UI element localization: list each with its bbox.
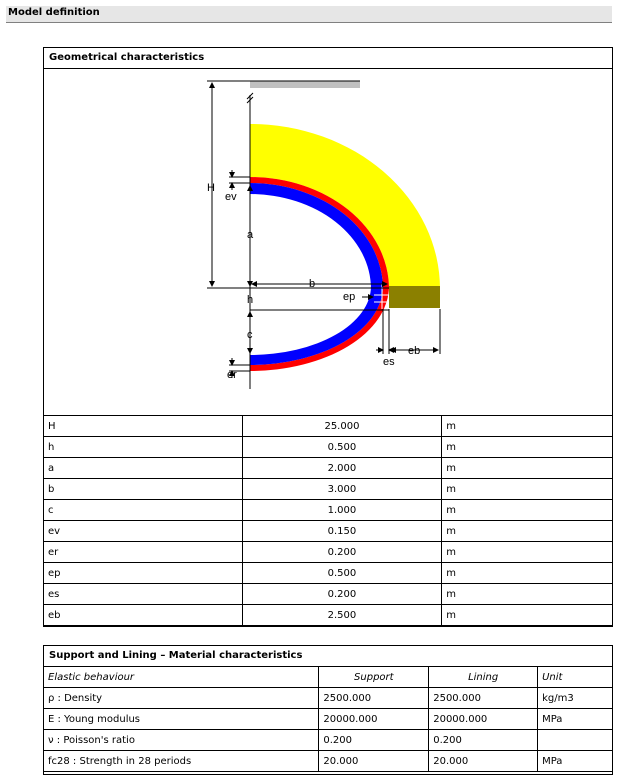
geometry-row	[44, 584, 613, 605]
label-ep: ep	[343, 291, 356, 303]
geometry-row	[44, 416, 613, 437]
geometry-row	[44, 479, 613, 500]
header-lining: Lining	[429, 667, 538, 688]
param-unit: m	[442, 542, 613, 563]
param-unit: m	[442, 479, 613, 500]
support-value: 2500.000	[319, 688, 429, 709]
param-name: a	[44, 458, 243, 479]
geometry-panel	[43, 47, 613, 627]
geometry-row	[44, 563, 613, 584]
param-name: b	[44, 479, 243, 500]
label-b: b	[309, 278, 316, 290]
geometry-row	[44, 605, 613, 626]
param-name: h	[44, 437, 243, 458]
geometry-table	[43, 415, 613, 626]
tunnel-geometry-diagram	[44, 69, 612, 415]
param-value: 0.500	[242, 563, 442, 584]
param-value: 1.000	[242, 500, 442, 521]
material-property: ν : Poisson's ratio	[44, 730, 319, 751]
ground-surface	[250, 81, 360, 88]
invert-block	[389, 286, 440, 308]
param-unit: m	[442, 563, 613, 584]
header-unit: Unit	[538, 667, 613, 688]
label-h: h	[247, 294, 254, 306]
lining-value: 20.000	[429, 751, 538, 772]
material-unit: MPa	[538, 709, 613, 730]
param-unit: m	[442, 416, 613, 437]
materials-panel-header	[44, 646, 612, 667]
material-unit: kg/m3	[538, 688, 613, 709]
material-property: ρ : Density	[44, 688, 319, 709]
material-property: fc28 : Strength in 28 periods	[44, 751, 319, 772]
label-c: c	[247, 329, 253, 341]
param-name: eb	[44, 605, 243, 626]
materials-panel	[43, 645, 613, 775]
param-value: 2.500	[242, 605, 442, 626]
material-unit	[538, 730, 613, 751]
header-property: Elastic behaviour	[44, 667, 319, 688]
geometry-row	[44, 521, 613, 542]
materials-row	[44, 688, 613, 709]
param-name: ev	[44, 521, 243, 542]
param-unit: m	[442, 521, 613, 542]
label-ev: ev	[225, 191, 237, 203]
material-unit: MPa	[538, 751, 613, 772]
support-value: 20000.000	[319, 709, 429, 730]
geometry-panel-header	[44, 48, 612, 69]
param-value: 2.000	[242, 458, 442, 479]
soil-region	[250, 124, 440, 289]
support-value: 0.200	[319, 730, 429, 751]
geometry-row	[44, 458, 613, 479]
lining-value: 0.200	[429, 730, 538, 751]
geometry-row	[44, 437, 613, 458]
param-value: 0.200	[242, 542, 442, 563]
page-title: Model definition	[8, 7, 100, 18]
param-name: er	[44, 542, 243, 563]
lining-layer-invert	[250, 286, 383, 365]
param-name: H	[44, 416, 243, 437]
label-H: H	[207, 182, 215, 194]
materials-table	[43, 666, 613, 772]
param-value: 0.150	[242, 521, 442, 542]
param-name: c	[44, 500, 243, 521]
materials-header-row	[44, 667, 613, 688]
materials-row	[44, 730, 613, 751]
param-name: ep	[44, 563, 243, 584]
param-unit: m	[442, 458, 613, 479]
lining-value: 2500.000	[429, 688, 538, 709]
support-value: 20.000	[319, 751, 429, 772]
label-a: a	[247, 229, 254, 241]
header-support: Support	[319, 667, 429, 688]
geometry-row	[44, 542, 613, 563]
label-es: es	[383, 356, 395, 368]
materials-row	[44, 751, 613, 772]
param-value: 25.000	[242, 416, 442, 437]
materials-row	[44, 709, 613, 730]
label-er: er	[227, 369, 237, 381]
param-value: 0.200	[242, 584, 442, 605]
lining-value: 20000.000	[429, 709, 538, 730]
param-unit: m	[442, 584, 613, 605]
page-title-bar	[6, 6, 612, 23]
geometry-title: Geometrical characteristics	[49, 52, 205, 63]
material-property: E : Young modulus	[44, 709, 319, 730]
label-eb: eb	[408, 345, 421, 357]
param-unit: m	[442, 437, 613, 458]
param-value: 0.500	[242, 437, 442, 458]
param-unit: m	[442, 605, 613, 626]
param-name: es	[44, 584, 243, 605]
param-value: 3.000	[242, 479, 442, 500]
param-unit: m	[442, 500, 613, 521]
materials-title: Support and Lining – Material characteristics	[49, 650, 303, 661]
geometry-row	[44, 500, 613, 521]
